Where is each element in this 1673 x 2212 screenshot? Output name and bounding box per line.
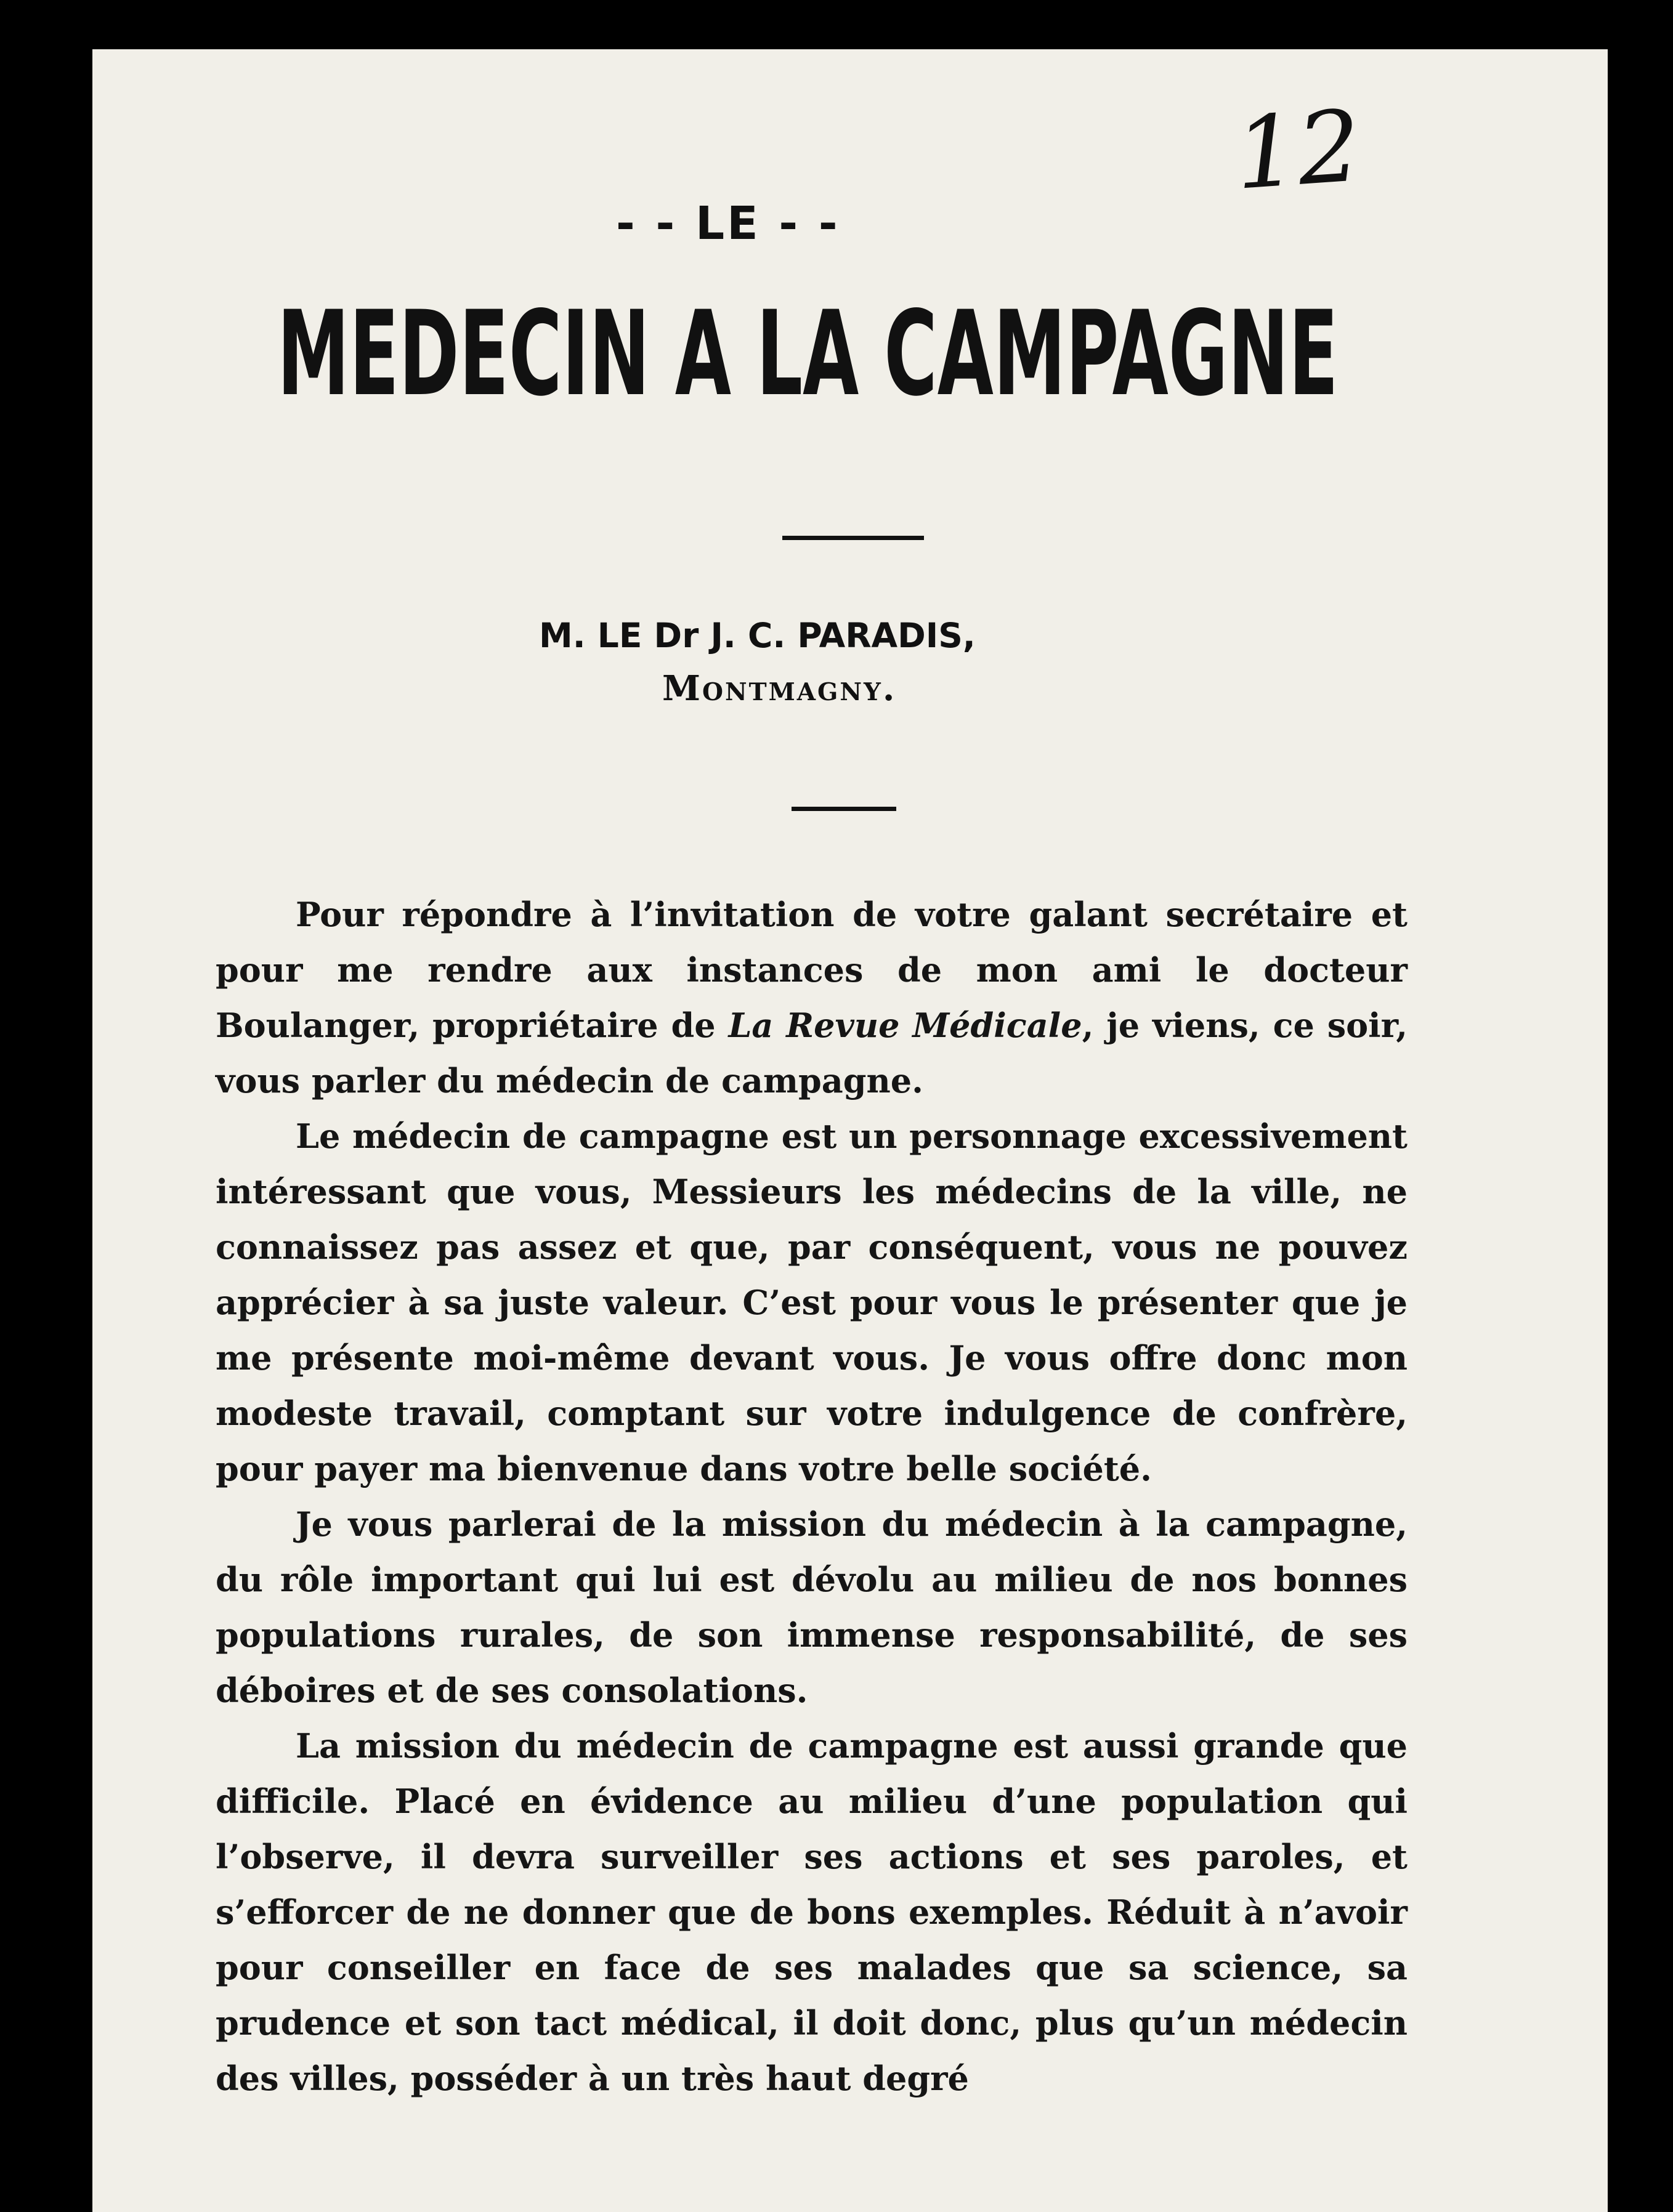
paragraph: Le médecin de campagne est un personnage excessivement intéressant que vous, Messieurs les médecins de la ville, ne connaissez pas assez et que, par conséquent, vous ne pouvez apprécier à sa juste valeur. C’est pour vous le présenter que je me présente moi-même devant vous. Je vous offre donc mon modeste travail, comptant sur votre indulgence de confrère, pour payer ma bienvenue dans votre belle société. [216,1116,1408,1488]
paragraph: La mission du médecin de campagne est aussi grande que difficile. Placé en évidence au milieu d’une population qui l’observe, il devra surveiller ses actions et ses paroles, et s’efforcer de ne donner que de bons exemples. Réduit à n’avoir pour conseiller en face de ses malades que sa science, sa prudence et son tact médical, il doit donc, plus qu’un médecin des villes, posséder à un très haut degré [216,1726,1408,2098]
heading-article: - - LE - - [616,197,840,250]
paragraph: Je vous parlerai de la mission du médecin à la campagne, du rôle important qui lui est dévolu au milieu de nos bonnes populations rurales, de son immense responsabilité, de ses déboires et de ses consolations. [216,1504,1408,1710]
handwritten-page-number: 12 [1231,88,1364,212]
divider [782,536,924,540]
divider [792,807,896,811]
author-line: M. LE Dr J. C. PARADIS, [539,616,976,655]
page-title: MEDECIN A LA CAMPAGNE [277,286,1339,422]
body-text [216,887,1408,2106]
journal-title: La Revue Médicale [728,1006,1082,1045]
paragraph: Pour répondre à l’invitation de votre galant secrétaire et pour me rendre aux instances de mon ami le docteur Boulanger, propriétaire de La Revue Médicale, je viens, ce soir, vous parler du médecin de campagne. [216,895,1408,1100]
author-place: Montmagny. [662,668,897,709]
